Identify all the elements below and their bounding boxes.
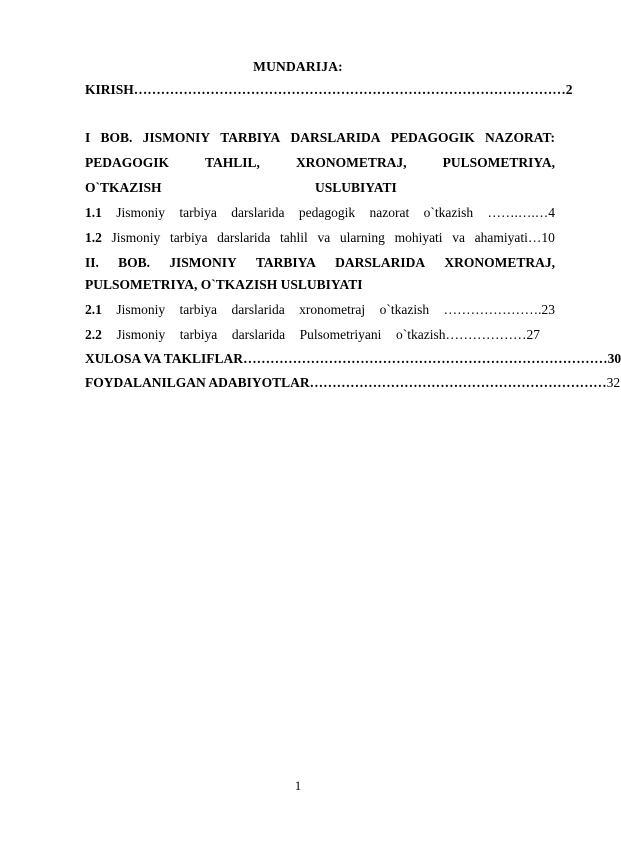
word: XRONOMETRAJ, xyxy=(295,155,407,170)
page-title: MUNDARIJA: xyxy=(253,59,343,74)
word: va xyxy=(317,230,331,245)
word: TARBIYA xyxy=(220,130,281,145)
word: darslarida xyxy=(231,302,285,317)
page-number: 1 xyxy=(294,779,302,793)
word: JISMONIY xyxy=(169,255,237,270)
word: DARSLARIDA xyxy=(290,130,381,145)
word: ………………….23 xyxy=(443,302,555,317)
word: O`TKAZISH xyxy=(85,180,162,195)
word: BOB. xyxy=(100,130,133,145)
word: pedagogik xyxy=(298,205,356,220)
toc-entry-label: FOYDALANILGAN ADABIYOTLAR xyxy=(85,375,310,390)
toc-chapter1-line3 xyxy=(85,180,555,196)
toc-entry-kirish xyxy=(85,82,573,98)
toc-entry-2-2 xyxy=(85,327,540,343)
word: Pulsometriyani xyxy=(299,327,382,342)
word: BOB. xyxy=(118,255,150,270)
word: ahamiyati…10 xyxy=(474,230,555,245)
word: tarbiya xyxy=(179,205,217,220)
word: mohiyati xyxy=(394,230,443,245)
toc-entry-label: XULOSA VA TAKLIFLAR xyxy=(85,351,244,366)
section-number: 1.1 xyxy=(85,205,102,220)
toc-page-number: 30 xyxy=(607,351,621,366)
word: o`tkazish………………27 xyxy=(396,327,540,342)
toc-page-number: 32 xyxy=(606,375,621,390)
toc-entry-xulosa xyxy=(85,351,621,367)
word: PEDAGOGIK xyxy=(390,130,475,145)
word: o`tkazish xyxy=(423,205,474,220)
section-number: 1.2 xyxy=(85,230,102,245)
word: TAHLIL, xyxy=(205,155,260,170)
word: tarbiya xyxy=(179,302,218,317)
toc-chapter1-line1 xyxy=(85,130,555,146)
section-number: 2.2 xyxy=(85,327,102,342)
word: PULSOMETRIYA, xyxy=(442,155,555,170)
word: USLUBIYATI xyxy=(315,180,397,195)
word: o`tkazish xyxy=(379,302,430,317)
word: PEDAGOGIK xyxy=(85,155,170,170)
word: darslarida xyxy=(231,327,286,342)
word: nazorat xyxy=(369,205,410,220)
toc-leader: ………………………………………………………… xyxy=(309,375,607,390)
toc-entry-1-1 xyxy=(85,205,555,221)
word: Jismoniy xyxy=(111,230,161,245)
toc-chapter2-line2: PULSOMETRIYA, O`TKAZISH USLUBIYATI xyxy=(85,277,363,292)
word: tarbiya xyxy=(179,327,218,342)
word: I xyxy=(85,130,91,145)
toc-leader: …………………………………………………………………………………… xyxy=(133,82,566,97)
word: darslarida xyxy=(231,205,285,220)
toc-page-number: 2 xyxy=(565,82,573,97)
word: xronometraj xyxy=(299,302,366,317)
section-number: 2.1 xyxy=(85,302,102,317)
word: va xyxy=(452,230,465,245)
word: darslarida xyxy=(217,230,271,245)
toc-entry-label: KIRISH xyxy=(85,82,134,97)
word: NAZORAT: xyxy=(484,130,555,145)
word: Jismoniy xyxy=(116,205,166,220)
word: tarbiya xyxy=(169,230,208,245)
word: XRONOMETRAJ, xyxy=(444,255,555,270)
toc-chapter2-line1 xyxy=(85,255,555,271)
word: Jismoniy xyxy=(116,302,166,317)
word: II. xyxy=(85,255,99,270)
toc-chapter1-line2 xyxy=(85,155,555,171)
toc-entry-1-2 xyxy=(85,230,555,246)
toc-entry-adabiyotlar xyxy=(85,375,621,391)
word: DARSLARIDA xyxy=(335,255,426,270)
word: Jismoniy xyxy=(116,327,166,342)
word: TARBIYA xyxy=(255,255,316,270)
word: …….….…4 xyxy=(487,205,555,220)
word: ularning xyxy=(339,230,385,245)
toc-leader: ……………………………………………………………………… xyxy=(243,351,608,366)
word: JISMONIY xyxy=(142,130,211,145)
word: tahlil xyxy=(280,230,308,245)
toc-entry-2-1 xyxy=(85,302,555,318)
